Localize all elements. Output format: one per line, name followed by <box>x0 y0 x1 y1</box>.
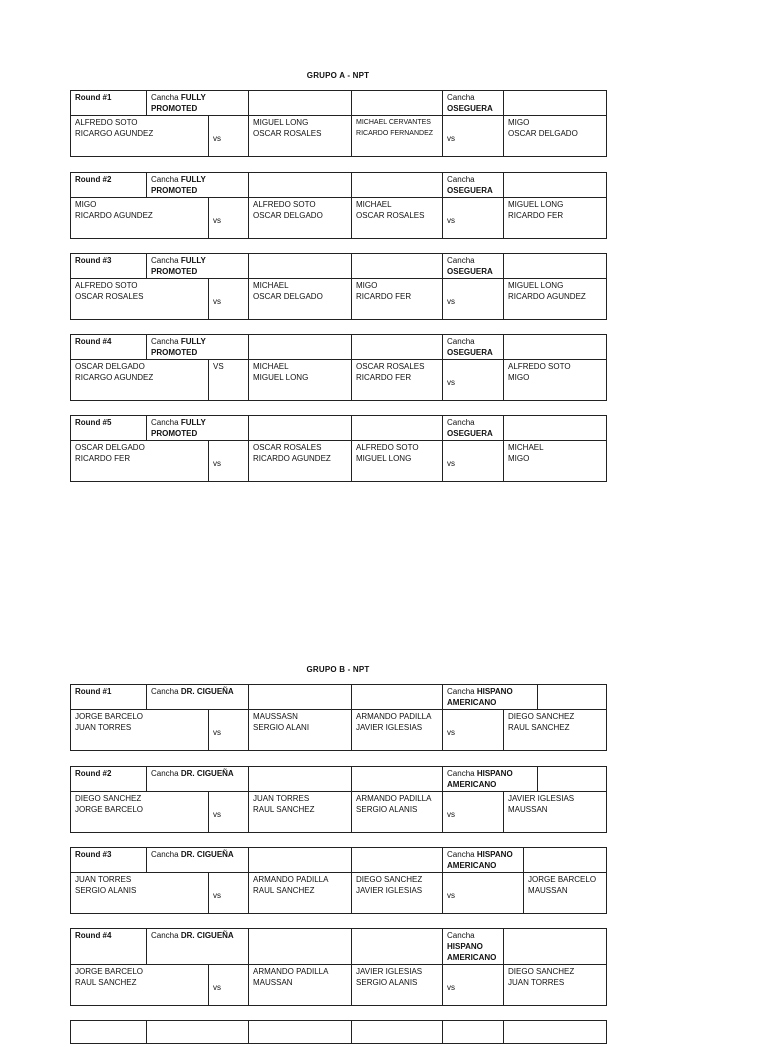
empty-cell <box>249 685 352 710</box>
team-left-2 <box>352 965 443 1006</box>
group-a-round-3-table <box>70 253 607 320</box>
court-1-cell <box>147 173 249 198</box>
vs-label: vs <box>209 792 249 833</box>
court-1-cell <box>147 416 249 441</box>
player-name: OSCAR ROSALES <box>75 292 144 301</box>
team-right-1 <box>249 873 352 914</box>
player-name: ARMANDO PADILLA <box>356 794 432 803</box>
group-b-round-4-table <box>70 928 607 1006</box>
team-right-1 <box>249 710 352 751</box>
player-name: MIGO <box>508 373 530 382</box>
player-name: DIEGO SANCHEZ <box>508 712 575 721</box>
empty-cell <box>504 173 607 198</box>
court-name: DR. CIGUEÑA <box>180 687 234 696</box>
player-name: JAVIER IGLESIAS <box>508 794 575 803</box>
round-label: Round #3 <box>71 848 147 873</box>
match-row <box>71 792 607 833</box>
player-name: RICARGO AGUNDEZ <box>75 129 154 138</box>
court-2-cell <box>443 416 504 441</box>
round-header-row <box>71 91 607 116</box>
round-label: Round #2 <box>71 767 147 792</box>
court-1-cell <box>147 767 249 792</box>
player-name: RAUL SANCHEZ <box>253 886 315 895</box>
player-name: MIGUEL LONG <box>253 373 309 382</box>
player-name: DIEGO SANCHEZ <box>75 794 142 803</box>
empty-cell <box>538 685 607 710</box>
court-prefix: Cancha <box>447 175 475 184</box>
player-name: ALFREDO SOTO <box>356 443 419 452</box>
player-name: RICARDO FER <box>75 454 131 463</box>
court-prefix: Cancha <box>151 418 179 427</box>
vs-label: vs <box>209 198 249 239</box>
court-name-line-2: PROMOTED <box>151 186 198 195</box>
court-name: FULLY <box>180 93 206 102</box>
player-name: RICARDO AGUNDEZ <box>75 211 153 220</box>
empty-cell <box>538 767 607 792</box>
court-prefix: Cancha <box>151 687 179 696</box>
vs-label: vs <box>443 116 504 157</box>
court-1-cell <box>147 91 249 116</box>
player-name: RICARDO FER <box>356 292 412 301</box>
group-a-round-2-table <box>70 172 607 239</box>
team-left-1 <box>71 792 209 833</box>
player-name: RICARDO FERNANDEZ <box>356 130 434 137</box>
player-name: OSCAR ROSALES <box>253 443 322 452</box>
round-header-row <box>71 416 607 441</box>
vs-label: vs <box>443 279 504 320</box>
team-left-1 <box>71 360 209 401</box>
court-prefix: Cancha <box>151 256 179 265</box>
player-name: RAUL SANCHEZ <box>75 978 137 987</box>
round-label: Round #4 <box>71 929 147 965</box>
match-row <box>71 710 607 751</box>
court-name: FULLY <box>180 175 206 184</box>
match-row <box>71 360 607 401</box>
player-name: MICHAEL CERVANTES <box>356 119 431 126</box>
team-right-1 <box>249 116 352 157</box>
group-b-round-3-table <box>70 847 607 914</box>
player-name: OSCAR ROSALES <box>356 362 425 371</box>
court-prefix: Cancha <box>447 93 475 102</box>
court-name-line-2: OSEGUERA <box>447 186 493 195</box>
player-name: ALFREDO SOTO <box>75 118 138 127</box>
team-right-1 <box>249 965 352 1006</box>
court-prefix: Cancha <box>447 931 475 940</box>
player-name: DIEGO SANCHEZ <box>356 875 423 884</box>
group-b-round-1-table <box>70 684 607 751</box>
court-name-line-2: AMERICANO <box>447 953 497 962</box>
player-name: MIGUEL LONG <box>508 200 564 209</box>
team-right-2 <box>504 710 607 751</box>
court-prefix: Cancha <box>151 175 179 184</box>
empty-cell <box>249 173 352 198</box>
empty-cell <box>249 335 352 360</box>
court-name-line-2: AMERICANO <box>447 698 497 707</box>
round-header-row <box>71 254 607 279</box>
round-header-row <box>71 335 607 360</box>
team-left-1 <box>71 116 209 157</box>
team-left-1 <box>71 279 209 320</box>
player-name: MIGO <box>508 454 530 463</box>
court-name: HISPANO <box>476 769 513 778</box>
player-name: JORGE BARCELO <box>528 875 597 884</box>
match-row <box>71 279 607 320</box>
player-name: RAUL SANCHEZ <box>253 805 315 814</box>
player-name: RICARDO FER <box>508 211 564 220</box>
round-header-row <box>71 685 607 710</box>
match-row <box>71 873 607 914</box>
empty-cell <box>352 767 443 792</box>
court-name-line-2: AMERICANO <box>447 861 497 870</box>
player-name: ALFREDO SOTO <box>253 200 316 209</box>
player-name: JAVIER IGLESIAS <box>356 886 423 895</box>
round-header-row <box>71 929 607 965</box>
team-left-2 <box>352 279 443 320</box>
round-header-row <box>71 767 607 792</box>
group-a-title: GRUPO A - NPT <box>306 71 370 80</box>
empty-cell <box>352 929 443 965</box>
player-name: OSCAR ROSALES <box>253 129 322 138</box>
team-right-1 <box>249 792 352 833</box>
empty-cell <box>249 767 352 792</box>
team-right-2 <box>504 965 607 1006</box>
court-2-cell <box>443 335 504 360</box>
court-name: DR. CIGUEÑA <box>180 850 234 859</box>
court-prefix: Cancha <box>447 256 475 265</box>
team-left-1 <box>71 965 209 1006</box>
court-name-line-2: OSEGUERA <box>447 348 493 357</box>
court-name: HISPANO <box>476 850 513 859</box>
player-name: JUAN TORRES <box>508 978 565 987</box>
player-name: MIGO <box>356 281 378 290</box>
team-left-1 <box>71 198 209 239</box>
player-name: JAVIER IGLESIAS <box>356 723 423 732</box>
team-left-1 <box>71 710 209 751</box>
vs-label: vs <box>209 279 249 320</box>
empty-cell <box>249 91 352 116</box>
round-header-row <box>71 848 607 873</box>
empty-cell <box>352 848 443 873</box>
court-name-line-2: PROMOTED <box>151 267 198 276</box>
team-right-2 <box>504 792 607 833</box>
player-name: MIGUEL LONG <box>356 454 412 463</box>
vs-label: vs <box>209 965 249 1006</box>
court-prefix: Cancha <box>447 769 475 778</box>
empty-cell <box>504 335 607 360</box>
vs-label: vs <box>209 441 249 482</box>
empty-cell <box>352 416 443 441</box>
team-right-2 <box>504 441 607 482</box>
vs-label: vs <box>209 873 249 914</box>
player-name: MIGO <box>508 118 530 127</box>
court-2-cell <box>443 91 504 116</box>
player-name: ALFREDO SOTO <box>508 362 571 371</box>
court-2-cell <box>443 173 504 198</box>
court-2-cell <box>443 685 538 710</box>
court-1-cell <box>147 335 249 360</box>
court-prefix: Cancha <box>447 850 475 859</box>
round-label: Round #1 <box>71 685 147 710</box>
team-left-2 <box>352 792 443 833</box>
player-name: OSCAR DELGADO <box>508 129 578 138</box>
team-left-1 <box>71 873 209 914</box>
court-1-cell <box>147 848 249 873</box>
team-right-2 <box>504 360 607 401</box>
player-name: JUAN TORRES <box>75 723 132 732</box>
court-name: DR. CIGUEÑA <box>180 769 234 778</box>
court-name: FULLY <box>180 418 206 427</box>
court-name-line-2: OSEGUERA <box>447 429 493 438</box>
court-prefix: Cancha <box>151 931 179 940</box>
empty-cell <box>524 848 607 873</box>
group-a-round-5-table <box>70 415 607 482</box>
group-b-round-2-table <box>70 766 607 833</box>
court-name: DR. CIGUEÑA <box>180 931 234 940</box>
player-name: JORGE BARCELO <box>75 805 144 814</box>
match-row <box>71 116 607 157</box>
team-right-1 <box>249 360 352 401</box>
empty-cell <box>352 91 443 116</box>
team-left-2 <box>352 710 443 751</box>
player-name: ARMANDO PADILLA <box>356 712 432 721</box>
team-right-2 <box>504 279 607 320</box>
player-name: SERGIO ALANIS <box>75 886 137 895</box>
group-a-round-4-table <box>70 334 607 401</box>
player-name: MAUSSASN <box>253 712 298 721</box>
court-prefix: Cancha <box>447 687 475 696</box>
vs-label: vs <box>443 198 504 239</box>
player-name: OSCAR ROSALES <box>356 211 425 220</box>
vs-label: vs <box>443 360 504 401</box>
court-name-line-2: PROMOTED <box>151 348 198 357</box>
player-name: SERGIO ALANIS <box>356 805 418 814</box>
court-name-line-2: OSEGUERA <box>447 267 493 276</box>
player-name: MIGUEL LONG <box>508 281 564 290</box>
court-2-cell <box>443 254 504 279</box>
player-name: ARMANDO PADILLA <box>253 875 329 884</box>
empty-cell <box>352 335 443 360</box>
player-name: JAVIER IGLESIAS <box>356 967 423 976</box>
player-name: MIGUEL LONG <box>253 118 309 127</box>
player-name: MAUSSAN <box>528 886 568 895</box>
court-prefix: Cancha <box>447 337 475 346</box>
empty-cell <box>504 416 607 441</box>
empty-cell <box>352 685 443 710</box>
team-right-2 <box>524 873 607 914</box>
player-name: OSCAR DELGADO <box>253 292 323 301</box>
player-name: MICHAEL <box>356 200 392 209</box>
court-name: HISPANO <box>447 942 483 951</box>
player-name: OSCAR DELGADO <box>75 443 145 452</box>
vs-label: vs <box>443 873 524 914</box>
court-1-cell <box>147 685 249 710</box>
court-prefix: Cancha <box>151 769 179 778</box>
vs-label: vs <box>443 441 504 482</box>
player-name: MICHAEL <box>253 281 289 290</box>
player-name: JUAN TORRES <box>75 875 132 884</box>
group-b-title: GRUPO B - NPT <box>306 665 370 674</box>
court-name: FULLY <box>180 337 206 346</box>
vs-label: vs <box>443 710 504 751</box>
round-label: Round #5 <box>71 416 147 441</box>
court-name-line-2: PROMOTED <box>151 429 198 438</box>
round-label: Round #1 <box>71 91 147 116</box>
round-label: Round #2 <box>71 173 147 198</box>
team-left-2 <box>352 873 443 914</box>
player-name: MICHAEL <box>253 362 289 371</box>
player-name: RICARGO AGUNDEZ <box>75 373 154 382</box>
team-left-2 <box>352 441 443 482</box>
court-2-cell <box>443 929 504 965</box>
player-name: RICARDO AGUNDEZ <box>508 292 586 301</box>
player-name: JUAN TORRES <box>253 794 310 803</box>
empty-cell <box>249 254 352 279</box>
player-name: ARMANDO PADILLA <box>253 967 329 976</box>
player-name: SERGIO ALANI <box>253 723 310 732</box>
round-header-row <box>71 173 607 198</box>
team-right-1 <box>249 441 352 482</box>
round-label: Round #4 <box>71 335 147 360</box>
team-left-2 <box>352 198 443 239</box>
player-name: DIEGO SANCHEZ <box>508 967 575 976</box>
vs-label: vs <box>209 116 249 157</box>
player-name: MAUSSAN <box>253 978 293 987</box>
team-left-1 <box>71 441 209 482</box>
empty-cell <box>504 929 607 965</box>
player-name: JORGE BARCELO <box>75 712 144 721</box>
team-left-2 <box>352 116 443 157</box>
player-name: MIGO <box>75 200 97 209</box>
team-right-1 <box>249 279 352 320</box>
court-prefix: Cancha <box>151 337 179 346</box>
court-2-cell <box>443 848 524 873</box>
team-right-2 <box>504 116 607 157</box>
empty-cell <box>249 929 352 965</box>
court-2-cell <box>443 767 538 792</box>
player-name: SERGIO ALANIS <box>356 978 418 987</box>
player-name: RAUL SANCHEZ <box>508 723 570 732</box>
team-right-2 <box>504 198 607 239</box>
team-right-1 <box>249 198 352 239</box>
round-label: Round #3 <box>71 254 147 279</box>
player-name: OSCAR DELGADO <box>75 362 145 371</box>
court-prefix: Cancha <box>151 93 179 102</box>
court-1-cell <box>147 929 249 965</box>
empty-cell <box>249 848 352 873</box>
empty-cell <box>249 416 352 441</box>
empty-cell <box>352 254 443 279</box>
match-row <box>71 965 607 1006</box>
player-name: OSCAR DELGADO <box>253 211 323 220</box>
player-name: MICHAEL <box>508 443 544 452</box>
court-name-line-2: PROMOTED <box>151 104 198 113</box>
player-name: MAUSSAN <box>508 805 548 814</box>
empty-cell <box>352 173 443 198</box>
court-name: HISPANO <box>476 687 513 696</box>
vs-label: vs <box>443 792 504 833</box>
player-name: ALFREDO SOTO <box>75 281 138 290</box>
empty-cell <box>504 91 607 116</box>
court-prefix: Cancha <box>447 418 475 427</box>
court-name-line-2: AMERICANO <box>447 780 497 789</box>
vs-label: vs <box>209 710 249 751</box>
team-left-2 <box>352 360 443 401</box>
court-name: FULLY <box>180 256 206 265</box>
court-prefix: Cancha <box>151 850 179 859</box>
match-row <box>71 441 607 482</box>
vs-label: VS <box>209 360 249 401</box>
empty-cell <box>504 254 607 279</box>
player-name: JORGE BARCELO <box>75 967 144 976</box>
court-1-cell <box>147 254 249 279</box>
court-name-line-2: OSEGUERA <box>447 104 493 113</box>
vs-label: vs <box>443 965 504 1006</box>
player-name: RICARDO AGUNDEZ <box>253 454 331 463</box>
player-name: RICARDO FER <box>356 373 412 382</box>
group-a-round-1-table <box>70 90 607 157</box>
match-row <box>71 198 607 239</box>
